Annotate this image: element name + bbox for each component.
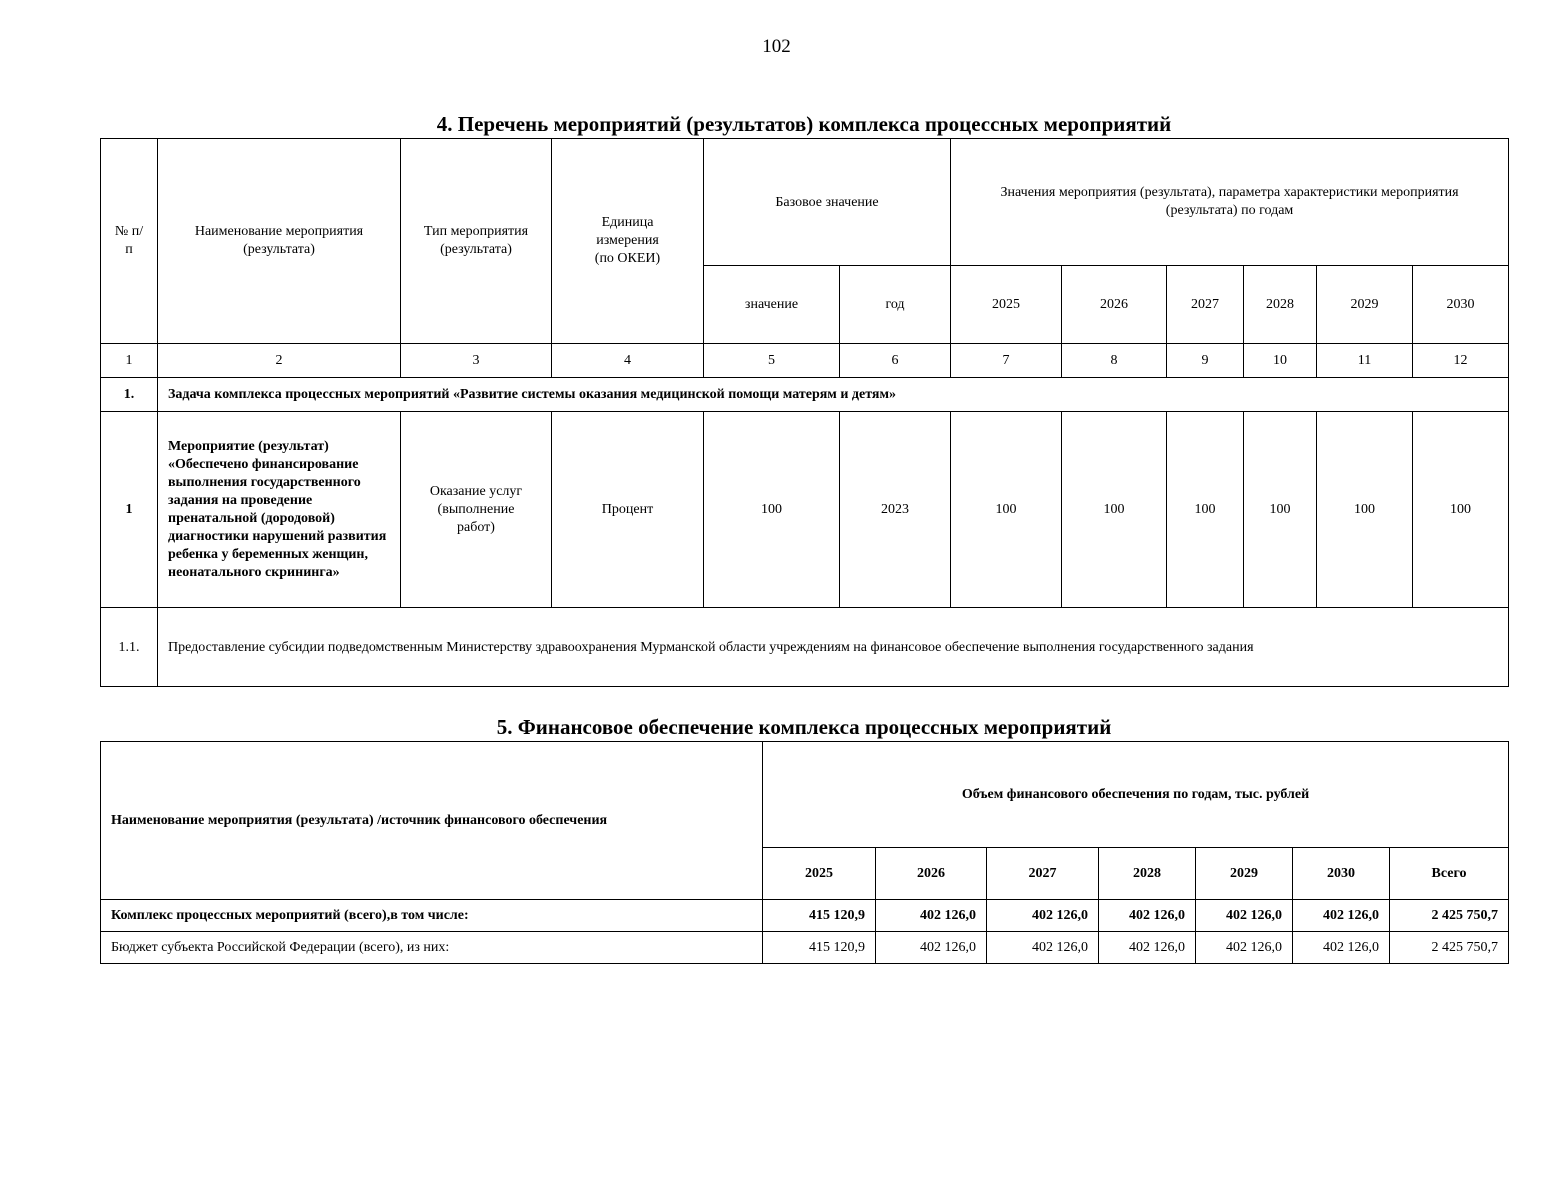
task-row (101, 378, 1509, 412)
finance-value: 402 126,0 (1099, 932, 1196, 964)
finance-value: 402 126,0 (987, 932, 1099, 964)
header-type: Тип мероприятия (результата) (401, 139, 552, 344)
finance-value: 415 120,9 (763, 932, 876, 964)
finance-header-year: 2030 (1293, 848, 1390, 900)
header-base-value: значение (704, 266, 840, 344)
sub-event-text: Предоставление субсидии подведомственным Министерству здравоохранения Мурманской области учреждениям на финансовое обеспечение выполнения государственного задания (158, 608, 1509, 687)
col-number: 5 (704, 344, 840, 378)
event-row (101, 412, 1509, 608)
header-values: Значения мероприятия (результата), параметра характеристики мероприятия (результата) по годам (951, 139, 1509, 266)
event-type: Оказание услуг (выполнение работ) (401, 412, 552, 608)
col-number: 6 (840, 344, 951, 378)
finance-header-name: Наименование мероприятия (результата) /источник финансового обеспечения (101, 742, 763, 900)
finance-table (100, 741, 1509, 964)
finance-row-total (101, 900, 1509, 932)
finance-row-name: Комплекс процессных мероприятий (всего),в том числе: (101, 900, 763, 932)
event-value: 100 (1062, 412, 1167, 608)
header-year: 2030 (1413, 266, 1509, 344)
header-year: 2029 (1317, 266, 1413, 344)
col-number: 12 (1413, 344, 1509, 378)
finance-value: 402 126,0 (1196, 932, 1293, 964)
finance-header-volume: Объем финансового обеспечения по годам, тыс. рублей (763, 742, 1509, 848)
col-number: 1 (101, 344, 158, 378)
finance-value: 402 126,0 (876, 932, 987, 964)
header-name: Наименование мероприятия (результата) (158, 139, 401, 344)
header-year: 2026 (1062, 266, 1167, 344)
col-number: 2 (158, 344, 401, 378)
sub-event-row (101, 608, 1509, 687)
event-name: Мероприятие (результат) «Обеспечено финансирование выполнения государственного задания на проведение пренатальной (дородовой) диагностики нарушений развития ребенка у беременных женщин, неонатального скрининга» (158, 412, 401, 608)
events-table (100, 138, 1509, 687)
col-number: 10 (1244, 344, 1317, 378)
finance-value: 402 126,0 (1196, 900, 1293, 932)
finance-header-year: 2029 (1196, 848, 1293, 900)
header-year: 2025 (951, 266, 1062, 344)
finance-value: 402 126,0 (987, 900, 1099, 932)
col-number: 11 (1317, 344, 1413, 378)
header-year: 2027 (1167, 266, 1244, 344)
finance-value: 402 126,0 (1099, 900, 1196, 932)
header-num: № п/п (101, 139, 158, 344)
event-value: 100 (1244, 412, 1317, 608)
finance-header-year: 2026 (876, 848, 987, 900)
header-base-year: год (840, 266, 951, 344)
event-value: 100 (1167, 412, 1244, 608)
finance-header-row-1 (101, 742, 1509, 848)
finance-header-year: 2027 (987, 848, 1099, 900)
finance-value: 402 126,0 (1293, 932, 1390, 964)
finance-header-year: 2028 (1099, 848, 1196, 900)
col-number: 7 (951, 344, 1062, 378)
task-text: Задача комплекса процессных мероприятий «Развитие системы оказания медицинской помощи матерям и детям» (158, 378, 1509, 412)
event-value: 100 (1317, 412, 1413, 608)
event-base-value: 100 (704, 412, 840, 608)
event-value: 100 (951, 412, 1062, 608)
finance-value: 402 126,0 (876, 900, 987, 932)
finance-header-total: Всего (1390, 848, 1509, 900)
event-value: 100 (1413, 412, 1509, 608)
page-number: 102 (762, 36, 791, 57)
task-num: 1. (101, 378, 158, 412)
section4-title: 4. Перечень мероприятий (результатов) комплекса процессных мероприятий (436, 112, 1172, 136)
finance-row-budget (101, 932, 1509, 964)
col-number: 9 (1167, 344, 1244, 378)
event-num: 1 (101, 412, 158, 608)
finance-row-name: Бюджет субъекта Российской Федерации (всего), из них: (101, 932, 763, 964)
col-number: 4 (552, 344, 704, 378)
header-year: 2028 (1244, 266, 1317, 344)
finance-value-total: 2 425 750,7 (1390, 900, 1509, 932)
finance-value: 402 126,0 (1293, 900, 1390, 932)
header-row-1 (101, 139, 1509, 266)
section5-title: 5. Финансовое обеспечение комплекса процессных мероприятий (496, 715, 1112, 739)
column-numbers-row (101, 344, 1509, 378)
event-base-year: 2023 (840, 412, 951, 608)
finance-value: 415 120,9 (763, 900, 876, 932)
header-unit: Единица измерения (по ОКЕИ) (552, 139, 704, 344)
col-number: 8 (1062, 344, 1167, 378)
header-base: Базовое значение (704, 139, 951, 266)
sub-event-num: 1.1. (101, 608, 158, 687)
col-number: 3 (401, 344, 552, 378)
finance-header-year: 2025 (763, 848, 876, 900)
finance-value-total: 2 425 750,7 (1390, 932, 1509, 964)
event-unit: Процент (552, 412, 704, 608)
